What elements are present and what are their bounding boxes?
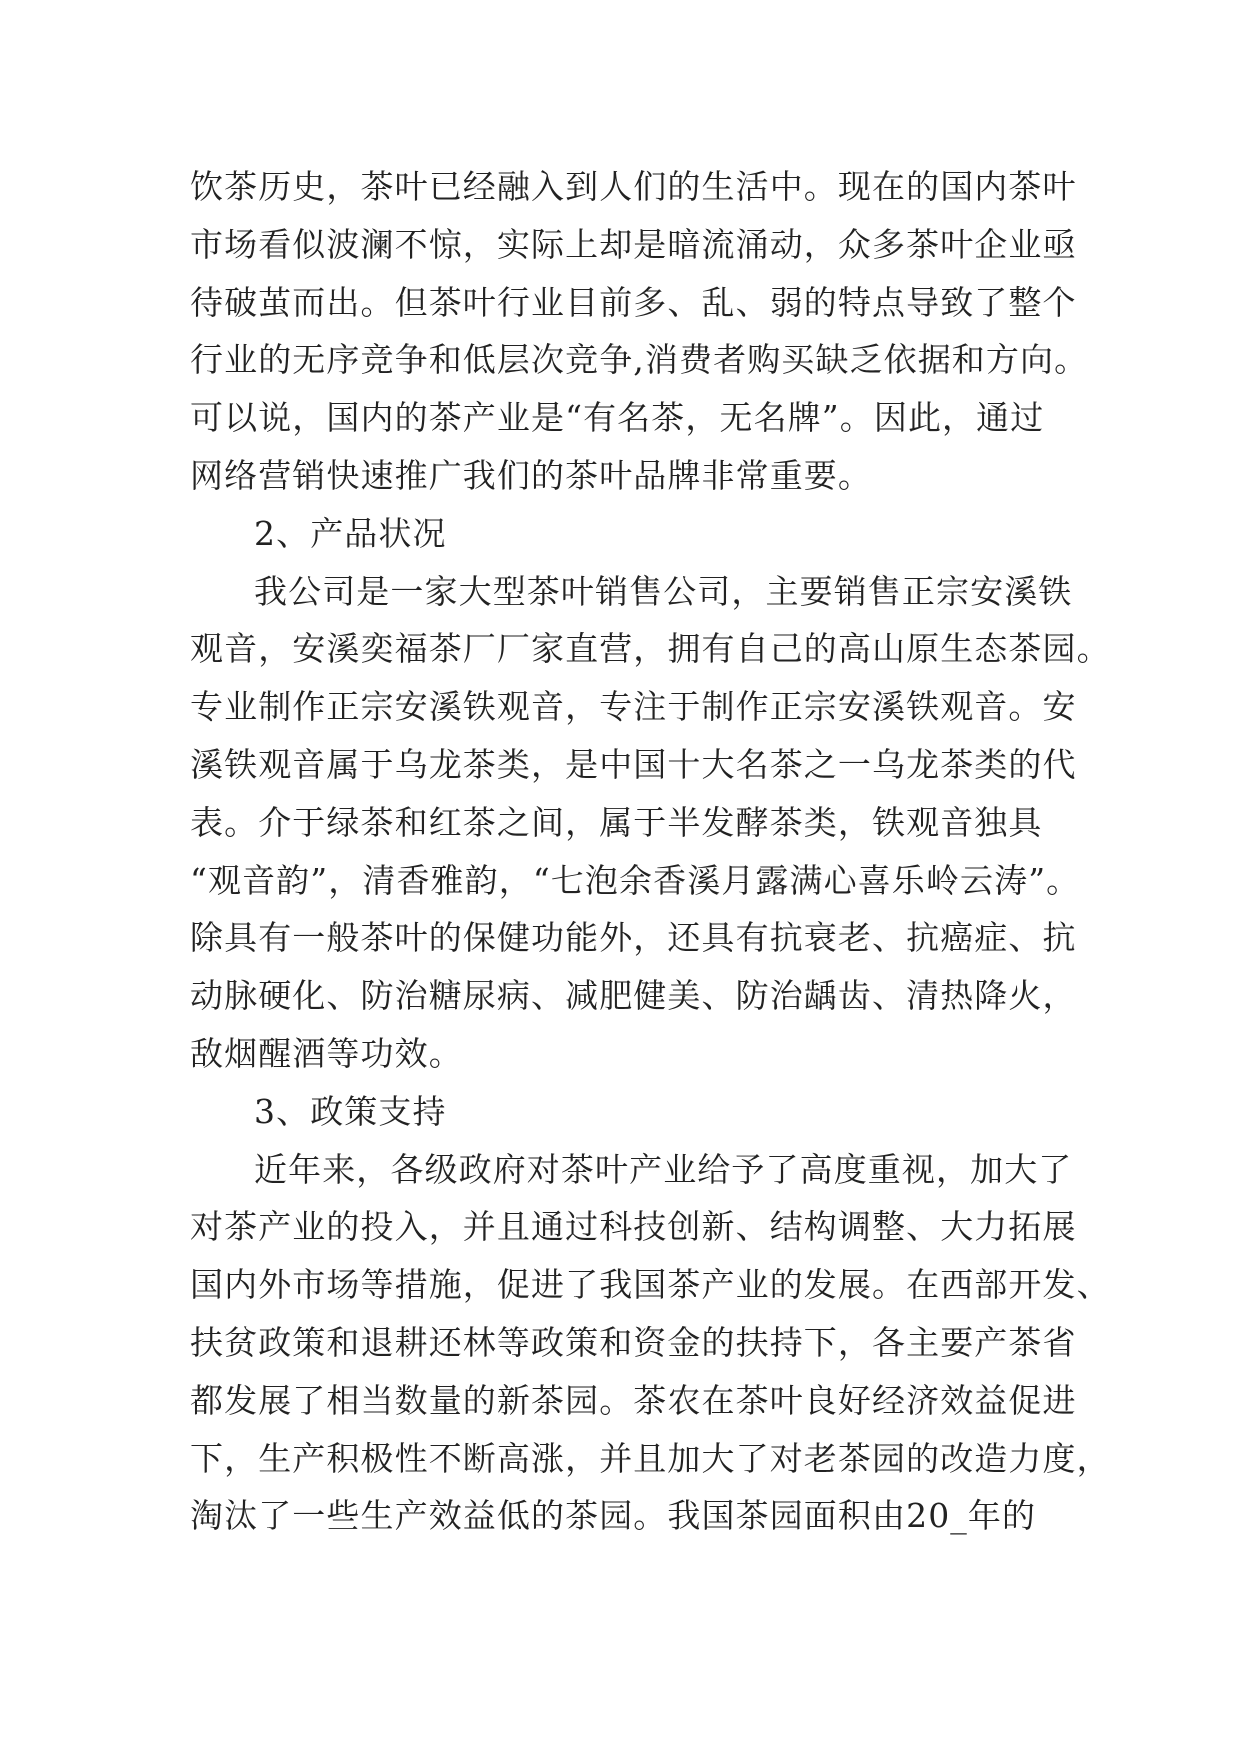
text-line: 市场看似波澜不惊，实际上却是暗流涌动，众多茶叶企业亟	[190, 224, 1077, 264]
text-line: 待破茧而出。但茶叶行业目前多、乱、弱的特点导致了整个	[190, 282, 1077, 322]
text-line: 行业的无序竞争和低层次竞争,消费者购买缺乏依据和方向。	[190, 340, 1089, 380]
text-line: 敌烟醒酒等功效。	[190, 1033, 463, 1073]
text-line: 扶贫政策和退耕还林等政策和资金的扶持下，各主要产茶省	[190, 1322, 1077, 1362]
text-line: 我公司是一家大型茶叶销售公司，主要销售正宗安溪铁	[254, 571, 1073, 611]
text-line: 近年来，各级政府对茶叶产业给予了高度重视，加大了	[254, 1149, 1073, 1189]
text-line: 淘汰了一些生产效益低的茶园。我国茶园面积由20_年的	[190, 1496, 1037, 1536]
text-line: 观音，安溪奕福茶厂厂家直营，拥有自己的高山原生态茶园。	[190, 629, 1111, 669]
text-line: 国内外市场等措施，促进了我国茶产业的发展。在西部开发、	[190, 1265, 1111, 1305]
text-line: 对茶产业的投入，并且通过科技创新、结构调整、大力拓展	[190, 1207, 1077, 1247]
text-line: 2、产品状况	[254, 513, 447, 553]
text-line: 溪铁观音属于乌龙茶类，是中国十大名茶之一乌龙茶类的代	[190, 744, 1077, 784]
text-line: 除具有一般茶叶的保健功能外，还具有抗衰老、抗癌症、抗	[190, 918, 1077, 958]
text-line: 都发展了相当数量的新茶园。茶农在茶叶良好经济效益促进	[190, 1380, 1077, 1420]
text-line: 下，生产积极性不断高涨，并且加大了对老茶园的改造力度，	[190, 1438, 1111, 1478]
text-line: 网络营销快速推广我们的茶叶品牌非常重要。	[190, 455, 872, 495]
text-line: 表。介于绿茶和红茶之间，属于半发酵茶类，铁观音独具	[190, 802, 1043, 842]
text-line: 动脉硬化、防治糖尿病、减肥健美、防治龋齿、清热降火，	[190, 976, 1077, 1016]
text-line: “观音韵”，清香雅韵，“七泡余香溪月露满心喜乐岭云涛”。	[190, 860, 1081, 900]
text-line: 饮茶历史，茶叶已经融入到人们的生活中。现在的国内茶叶	[190, 167, 1077, 206]
text-line: 专业制作正宗安溪铁观音，专注于制作正宗安溪铁观音。安	[190, 687, 1077, 727]
document-body	[190, 158, 1111, 1545]
text-line: 3、政策支持	[254, 1091, 447, 1131]
text-line: 可以说，国内的茶产业是“有名茶，无名牌”。因此，通过	[190, 398, 1045, 438]
